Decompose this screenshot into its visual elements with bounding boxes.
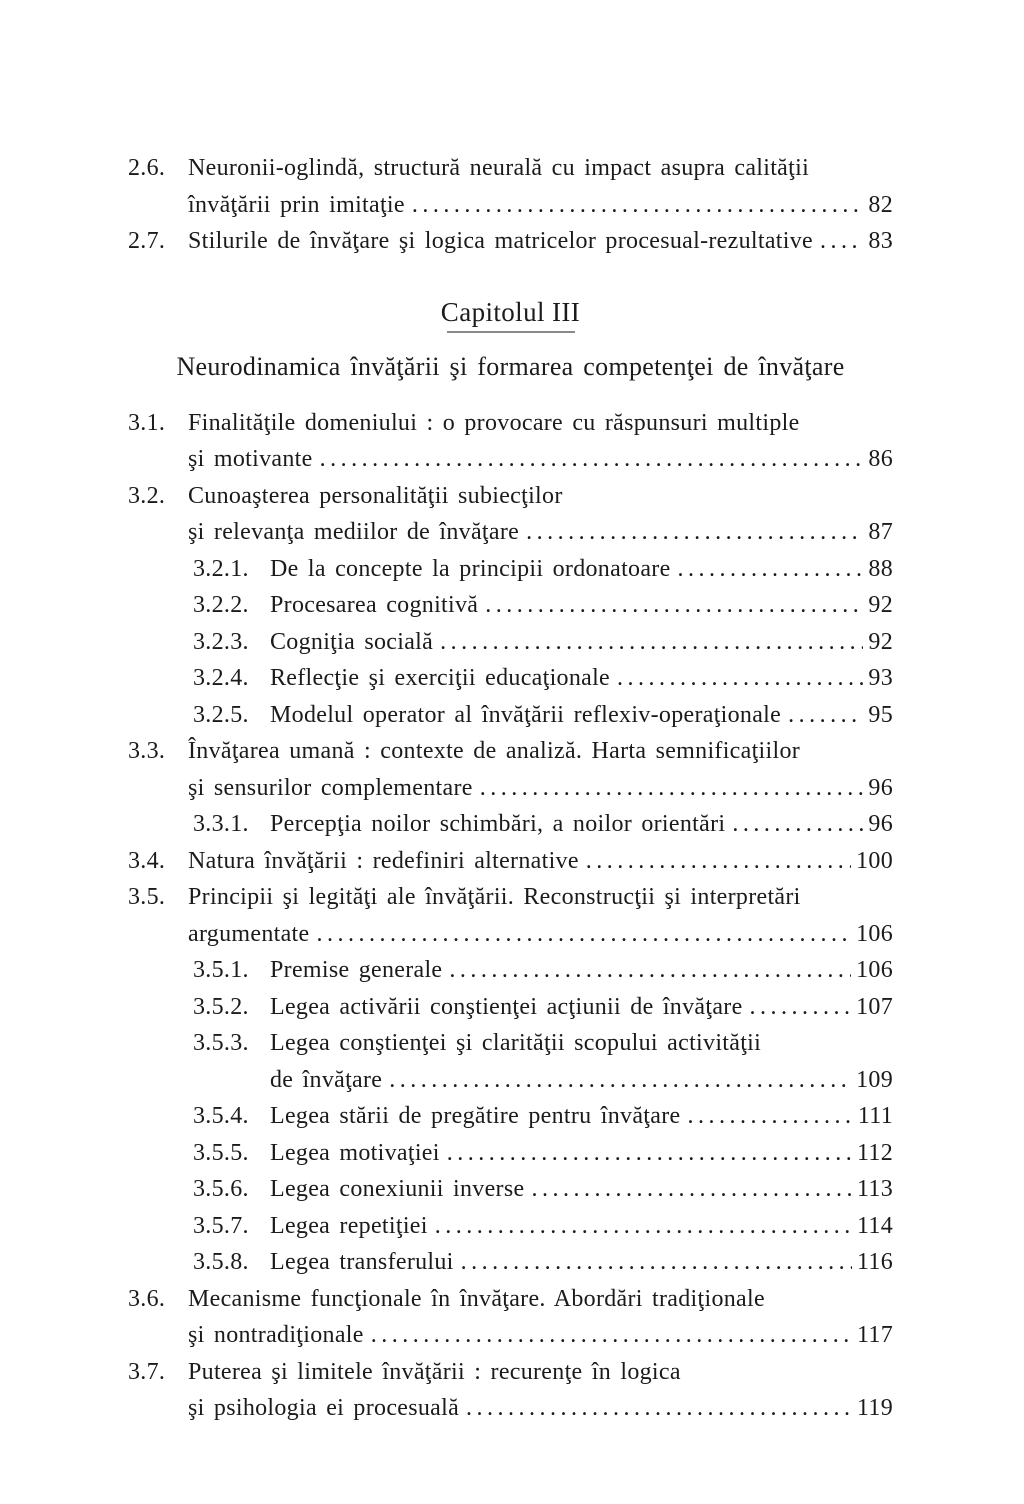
toc-entry-page: 88: [868, 555, 893, 582]
toc-entry: [128, 478, 893, 551]
toc-entry-number: 3.2.3.: [193, 628, 249, 655]
toc-entry-body: [188, 405, 893, 478]
toc-entry: [128, 587, 893, 624]
toc-entry-number: 3.5.3.: [193, 1030, 249, 1056]
dot-leader: [447, 1135, 852, 1172]
dot-leader: [480, 770, 864, 807]
chapter-block: [128, 296, 893, 384]
toc-entry-text: Legea transferului: [270, 1249, 454, 1275]
toc-entry: [128, 1244, 893, 1281]
toc-entry-page: 119: [856, 1395, 893, 1421]
toc-entry-text: Cogniţia socială: [270, 628, 434, 655]
toc-entry-text-line: Legea conştienţei şi clarităţii scopului activităţii: [270, 1030, 762, 1056]
toc-entry-page: 92: [868, 628, 893, 655]
toc-entry-number: 3.5.5.: [193, 1139, 249, 1166]
toc-entry: [128, 1135, 893, 1172]
toc-entry-body: [270, 1025, 893, 1098]
toc-entry-body: [188, 879, 893, 952]
toc-entry-number: 3.5.1.: [193, 957, 249, 983]
toc-entry-last-line: [270, 1098, 893, 1135]
toc-entry-page: 86: [868, 446, 893, 472]
toc-entry-text-line: Finalităţile domeniului : o provocare cu răspunsuri multiple: [188, 409, 800, 436]
toc-entry: [128, 551, 893, 588]
toc-entry-text: de învăţare: [270, 1066, 383, 1093]
toc-entry-number: 3.5.7.: [193, 1212, 249, 1239]
toc-entry: [128, 1171, 893, 1208]
dot-leader: [371, 1317, 852, 1354]
toc-entry-text: şi relevanţa mediilor de învăţare: [188, 519, 520, 545]
toc-entry-page: 114: [856, 1212, 893, 1239]
toc-entry-text: şi sensurilor complementare: [188, 774, 473, 801]
toc-entry: [128, 879, 893, 952]
toc-entry-last-line: [270, 551, 893, 588]
dot-leader: [435, 1208, 852, 1245]
chapter-heading: Capitolul III: [440, 296, 581, 327]
dot-leader: [788, 697, 863, 734]
toc-entry-last-line: [188, 843, 893, 880]
toc-entry-last-line: [188, 441, 893, 478]
toc-entry-number: 3.5.6.: [193, 1176, 249, 1202]
toc-entry: [128, 223, 893, 260]
toc-entry-text-line: Cunoaşterea personalităţii subiecţilor: [188, 482, 563, 509]
toc-entry-text: Reflecţie şi exerciţii educaţionale: [270, 665, 611, 691]
toc-entry: [128, 952, 893, 989]
toc-entry-page: 106: [856, 920, 893, 947]
toc-entry-body: [270, 660, 893, 697]
toc-entry: [128, 660, 893, 697]
toc-entry-last-line: [188, 1390, 893, 1427]
toc-entry-text: şi psihologia ei procesuală: [188, 1395, 460, 1421]
toc-entry-body: [270, 1244, 893, 1281]
toc-entry-text: Legea stării de pregătire pentru învăţare: [270, 1103, 681, 1129]
toc-entry-number: 3.4.: [128, 847, 166, 874]
toc-entry-body: [270, 952, 893, 989]
toc-entry-page: 107: [856, 993, 893, 1020]
dot-leader: [820, 223, 863, 260]
toc-entry-text: argumentate: [188, 920, 310, 947]
dot-leader: [412, 187, 864, 224]
toc-entry-number: 3.5.4.: [193, 1103, 249, 1129]
dot-leader: [617, 660, 863, 697]
toc-entry-page: 111: [857, 1103, 893, 1129]
dot-leader: [466, 1390, 852, 1427]
dot-leader: [687, 1098, 852, 1135]
toc-entry-last-line: [188, 1317, 893, 1354]
toc-entry-body: [270, 624, 893, 661]
toc-entry-body: [188, 1281, 893, 1354]
toc-entry-text-line: Mecanisme funcţionale în învăţare. Abordări tradiţionale: [188, 1285, 765, 1312]
toc-entry-text: Legea motivaţiei: [270, 1139, 440, 1166]
toc-entry-text: Modelul operator al învăţării reflexiv-operaţionale: [270, 701, 782, 728]
toc-entry-text: Stilurile de învăţare şi logica matricelor procesual-rezultative: [188, 228, 813, 254]
toc-entry-page: 82: [868, 191, 893, 218]
toc-entry: [128, 1098, 893, 1135]
toc-entry-last-line: [270, 1171, 893, 1208]
dot-leader: [449, 952, 851, 989]
toc-entry-last-line: [188, 187, 893, 224]
toc-entry-last-line: [188, 770, 893, 807]
toc-entry-number: 3.6.: [128, 1285, 166, 1312]
toc-entry-body: [270, 1171, 893, 1208]
toc-entry-page: 93: [868, 665, 893, 691]
dot-leader: [678, 551, 864, 588]
toc-content: [128, 150, 893, 1427]
toc-entry-page: 87: [868, 519, 893, 545]
dot-leader: [316, 916, 851, 953]
toc-entry-page: 109: [856, 1066, 893, 1093]
dot-leader: [461, 1244, 852, 1281]
toc-entry-last-line: [270, 952, 893, 989]
toc-entry-last-line: [270, 587, 893, 624]
toc-entry-text-line: Principii şi legităţi ale învăţării. Reconstrucţii şi interpretări: [188, 884, 801, 910]
toc-entry-body: [188, 223, 893, 260]
toc-entry-body: [270, 989, 893, 1026]
toc-entry-last-line: [188, 916, 893, 953]
toc-entry-text: Legea repetiţiei: [270, 1212, 428, 1239]
toc-entry-number: 3.5.: [128, 884, 166, 910]
toc-entry-text: Procesarea cognitivă: [270, 592, 479, 618]
toc-entry-number: 3.2.4.: [193, 665, 249, 691]
toc-entry-text: învăţării prin imitaţie: [188, 191, 405, 218]
toc-entry-text: Legea activării conştienţei acţiunii de învăţare: [270, 993, 743, 1020]
toc-entry: [128, 1354, 893, 1427]
toc-entry-number: 3.2.1.: [193, 555, 249, 582]
chapter-underline: [447, 331, 575, 333]
toc-entry-page: 100: [856, 847, 893, 874]
toc-entry-number: 2.6.: [128, 155, 166, 181]
dot-leader: [440, 624, 863, 661]
toc-entry-last-line: [270, 1208, 893, 1245]
toc-entry-last-line: [188, 514, 893, 551]
toc-entry-body: [188, 478, 893, 551]
toc-entry-number: 2.7.: [128, 228, 166, 254]
toc-entry: [128, 989, 893, 1026]
toc-entry-text-line: Învăţarea umană : contexte de analiză. Harta semnificaţiilor: [188, 738, 801, 764]
toc-entry: [128, 733, 893, 806]
dot-leader: [389, 1062, 851, 1099]
toc-entry-last-line: [188, 223, 893, 260]
toc-entry-number: 3.3.1.: [193, 811, 249, 837]
toc-entry-text: Legea conexiunii inverse: [270, 1176, 525, 1202]
toc-entry-text: Percepţia noilor schimbări, a noilor orientări: [270, 811, 726, 837]
toc-entry: [128, 1208, 893, 1245]
toc-entry-page: 112: [856, 1139, 893, 1166]
toc-entry-text-line: Puterea şi limitele învăţării : recurenţe în logica: [188, 1358, 681, 1385]
toc-entry-body: [270, 1208, 893, 1245]
dot-leader: [485, 587, 863, 624]
toc-entry: [128, 806, 893, 843]
dot-leader: [526, 514, 863, 551]
toc-entry-body: [270, 806, 893, 843]
toc-entry-number: 3.2.2.: [193, 592, 249, 618]
toc-entry-last-line: [270, 1244, 893, 1281]
dot-leader: [320, 441, 864, 478]
toc-entry-page: 92: [868, 592, 893, 618]
toc-entry-page: 83: [868, 228, 893, 254]
toc-entry-number: 3.5.8.: [193, 1249, 249, 1275]
toc-entry-page: 96: [868, 811, 893, 837]
dot-leader: [732, 806, 863, 843]
toc-entry-body: [188, 150, 893, 223]
toc-entry-text-line: Neuronii-oglindă, structură neurală cu impact asupra calităţii: [188, 155, 810, 181]
toc-entry-body: [270, 1135, 893, 1172]
toc-entry-number: 3.2.: [128, 482, 166, 509]
toc-entry-page: 95: [868, 701, 893, 728]
toc-entry: [128, 843, 893, 880]
toc-entry-last-line: [270, 624, 893, 661]
dot-leader: [750, 989, 852, 1026]
toc-entry-body: [270, 587, 893, 624]
toc-entry: [128, 697, 893, 734]
toc-entry-text: Premise generale: [270, 957, 443, 983]
toc-entry-page: 117: [856, 1322, 893, 1348]
toc-entry-number: 3.3.: [128, 738, 166, 764]
toc-entry-last-line: [270, 1135, 893, 1172]
toc-entry-body: [270, 551, 893, 588]
toc-entry: [128, 1281, 893, 1354]
toc-list-main: [128, 405, 893, 1427]
toc-entry-text: Natura învăţării : redefiniri alternative: [188, 847, 579, 874]
toc-entry-last-line: [270, 660, 893, 697]
toc-entry-last-line: [270, 697, 893, 734]
dot-leader: [531, 1171, 852, 1208]
toc-entry-text: De la concepte la principii ordonatoare: [270, 555, 671, 582]
toc-entry-page: 113: [856, 1176, 893, 1202]
toc-entry-last-line: [270, 989, 893, 1026]
toc-entry-page: 96: [868, 774, 893, 801]
toc-list-top: [128, 150, 893, 260]
toc-entry: [128, 1025, 893, 1098]
toc-entry-body: [188, 843, 893, 880]
toc-entry-text: şi motivante: [188, 446, 313, 472]
toc-entry: [128, 624, 893, 661]
chapter-title: Neurodinamica învăţării şi formarea competenţei de învăţare: [176, 351, 845, 381]
toc-entry-last-line: [270, 1062, 893, 1099]
toc-entry: [128, 405, 893, 478]
toc-entry-number: 3.7.: [128, 1358, 166, 1385]
toc-entry-body: [188, 1354, 893, 1427]
toc-entry-number: 3.2.5.: [193, 701, 249, 728]
toc-entry: [128, 150, 893, 223]
toc-entry-body: [270, 697, 893, 734]
dot-leader: [586, 843, 851, 880]
toc-entry-number: 3.5.2.: [193, 993, 249, 1020]
toc-entry-page: 116: [856, 1249, 893, 1275]
toc-entry-page: 106: [856, 957, 893, 983]
toc-entry-body: [188, 733, 893, 806]
toc-entry-text: şi nontradiţionale: [188, 1322, 364, 1348]
toc-entry-body: [270, 1098, 893, 1135]
toc-entry-number: 3.1.: [128, 409, 166, 436]
toc-entry-last-line: [270, 806, 893, 843]
